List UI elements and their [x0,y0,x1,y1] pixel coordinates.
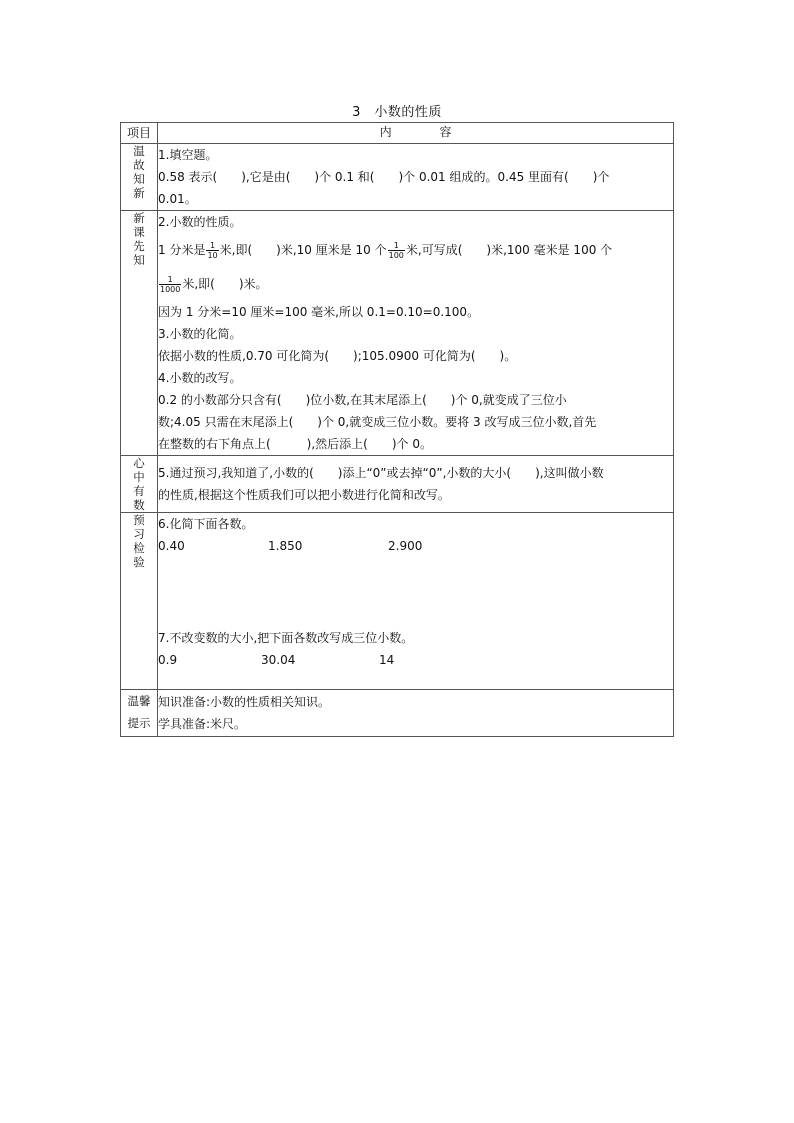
page-title: 3 小数的性质 [352,105,442,120]
tip-tools: 学具准备:米尺。 [158,717,247,731]
worksheet-table [120,122,674,737]
question-7-numbers: 0.9 30.04 14 [158,653,395,667]
question-2-line-3: 因为 1 分米=10 厘米=100 毫米,所以 0.1=0.10=0.100。 [158,305,480,319]
label-review: 温故知新 [121,144,158,211]
question-1-line-2: 0.01。 [158,192,197,206]
question-5-line-2: 的性质,根据这个性质我们可以把小数进行化简和改写。 [158,488,450,502]
question-4-line-1: 0.2 的小数部分只含有( )位小数,在其末尾添上( )个 0,就变成了三位小 [158,393,567,407]
header-item: 项目 [121,123,158,144]
question-1-line-1: 0.58 表示( ),它是由( )个 0.1 和( )个 0.01 组成的。0.45 里面有( )个 [158,170,610,184]
question-3: 3.小数的化简。 [158,327,242,341]
row-review [121,144,674,211]
content-tips [158,690,674,737]
row-check [121,513,674,690]
fraction-1-10: $\frac{1}{10}$ [207,241,218,260]
question-2-line-1: 1 分米是 $\frac{1}{10}$ 米,即( )米,10 厘米是 10 个 $\frac{1}{100}$ 米,可写成( )米,100 毫米是 100 个 [158,241,613,260]
question-5-line-1: 5.通过预习,我知道了,小数的( )添上“0”或去掉“0”,小数的大小( ),这叫做小数 [158,466,604,480]
row-tips [121,690,674,737]
answer-space-6 [158,557,673,627]
header-content: 内 容 [158,123,674,144]
content-check [158,513,674,690]
row-mind [121,456,674,513]
question-6: 6.化简下面各数。 [158,517,254,531]
content-mind [158,456,674,513]
content-preview [158,211,674,456]
header-row [121,123,674,144]
question-3-line-1: 依据小数的性质,0.70 可化简为( );105.0900 可化简为( )。 [158,349,517,363]
question-7: 7.不改变数的大小,把下面各数改写成三位小数。 [158,631,414,645]
label-mind: 心中有数 [121,456,158,513]
question-4-line-2: 数;4.05 只需在末尾添上( )个 0,就变成三位小数。要将 3 改写成三位小数,首先 [158,415,597,429]
content-review [158,144,674,211]
label-preview: 新课先知 [121,211,158,456]
question-2: 2.小数的性质。 [158,215,242,229]
fraction-1-100: $\frac{1}{100}$ [388,241,404,260]
label-check: 预习检验 [121,513,158,690]
label-tips: 温馨 提示 [121,690,158,737]
tip-knowledge: 知识准备:小数的性质相关知识。 [158,695,331,709]
question-2-line-2: $\frac{1}{1000}$ 米,即( )米。 [160,275,268,294]
question-1: 1.填空题。 [158,148,218,162]
fraction-1-1000: $\frac{1}{1000}$ [160,275,181,294]
row-preview [121,211,674,456]
question-6-numbers: 0.40 1.850 2.900 [158,539,423,553]
question-4-line-3: 在整数的右下角点上( ),然后添上( )个 0。 [158,437,432,451]
question-4: 4.小数的改写。 [158,371,242,385]
